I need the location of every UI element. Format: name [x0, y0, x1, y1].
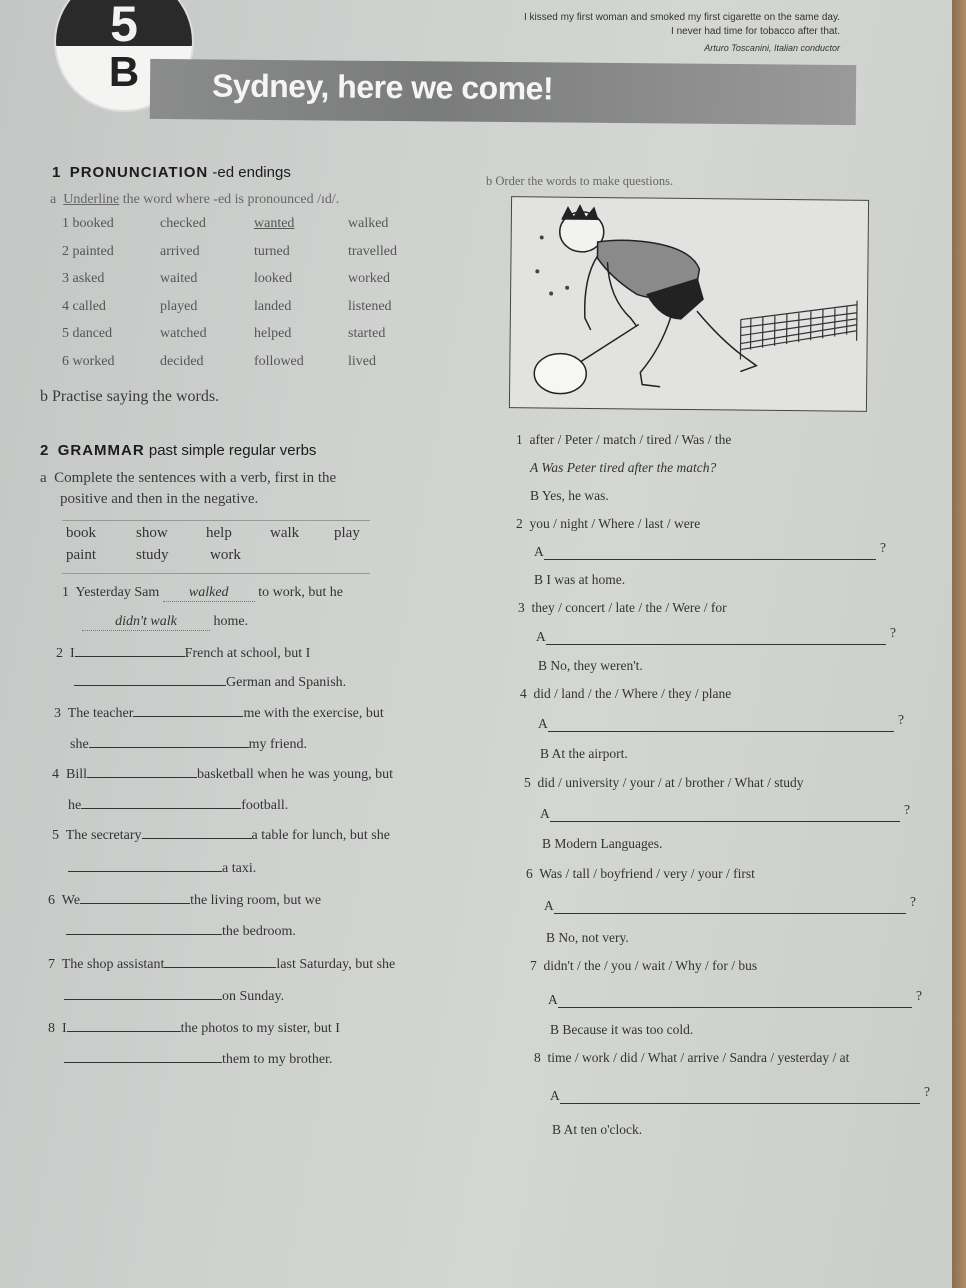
sentence-6-line-1: 6 We the living room, but we [48, 893, 322, 908]
question-3-answer-b: B No, they weren't. [538, 658, 643, 673]
question-8-line-a[interactable]: A ? [550, 1084, 930, 1103]
sentence-8-line-1: 8 I the photos to my sister, but I [48, 1021, 340, 1036]
question-1-words: 1 after / Peter / match / tired / Was / the [516, 432, 732, 447]
word-row: 3 asked waited looked worked [62, 271, 390, 286]
word-row: 6 worked decided followed lived [62, 353, 376, 369]
question-6-words: 6 Was / tall / boyfriend / very / your / first [526, 866, 755, 881]
task-2a-instruction: a Complete the sentences with a verb, first in the [40, 470, 337, 486]
question-7-answer-b: B Because it was too cold. [550, 1022, 694, 1037]
quote-line-2: I never had time for tobacco after that. [671, 26, 840, 37]
question-8-answer-b: B At ten o'clock. [552, 1122, 643, 1137]
section-1-heading: 1 PRONUNCIATION -ed endings [52, 164, 291, 181]
question-7-line-a[interactable]: A ? [548, 988, 922, 1007]
answer-blank[interactable] [80, 891, 190, 904]
question-7-words: 7 didn't / the / you / wait / Why / for / bus [530, 958, 758, 973]
sentence-4-line-1: 4 Bill basketball when he was young, but [52, 767, 393, 782]
sentence-6-line-2: the bedroom. [66, 922, 296, 940]
question-2-answer-b: B I was at home. [534, 572, 626, 587]
sentence-2-line-1: 2 I French at school, but I [56, 646, 311, 661]
word-box-item: play [334, 525, 360, 541]
answer-blank[interactable] [68, 859, 222, 872]
question-2-words: 2 you / night / Where / last / were [516, 516, 701, 531]
question-1-answer-b: B Yes, he was. [530, 488, 609, 503]
question-6-answer-b: B No, not very. [546, 930, 629, 945]
tennis-net-icon [740, 300, 857, 361]
question-2-line-a[interactable]: A ? [534, 540, 886, 559]
answer-blank[interactable] [89, 735, 249, 748]
sentence-3-line-1: 3 The teacher me with the exercise, but [54, 706, 384, 721]
word-box-item: work [210, 547, 241, 563]
question-3-words: 3 they / concert / late / the / Were / for [518, 600, 727, 615]
task-2a-instruction-line-2: positive and then in the negative. [60, 491, 259, 507]
sentence-7-line-2: on Sunday. [64, 987, 284, 1005]
word-box-item: help [206, 525, 232, 541]
sentence-7-line-1: 7 The shop assistant last Saturday, but she [48, 957, 396, 972]
answer-blank[interactable] [75, 644, 185, 657]
answer-blank[interactable] [64, 1050, 222, 1063]
quote-line-1: I kissed my first woman and smoked my first cigarette on the same day. [523, 12, 840, 23]
sentence-2-line-2: German and Spanish. [74, 673, 346, 691]
sentence-8-line-2: them to my brother. [64, 1050, 332, 1068]
sentence-1-line-2: didn't walk home. [82, 614, 248, 631]
word-row: 5 danced watched helped started [62, 326, 386, 341]
question-4-line-a[interactable]: A ? [538, 712, 904, 731]
question-4-words: 4 did / land / the / Where / they / plane [520, 686, 732, 701]
word-box-item: book [66, 525, 96, 541]
unit-letter: B [108, 48, 140, 95]
answer-blank[interactable] [74, 673, 226, 686]
answer-blank[interactable] [87, 765, 197, 778]
answer-blank[interactable] [81, 796, 241, 809]
unit-number: 5 [56, 0, 192, 46]
answer-blank[interactable] [142, 826, 252, 839]
question-8-words: 8 time / work / did / What / arrive / Sandra / yesterday / at [534, 1050, 850, 1065]
task-1b-instruction: b Practise saying the words. [40, 388, 220, 405]
question-1-answer-a: A Was Peter tired after the match? [530, 460, 717, 475]
word-box-item: walk [270, 525, 300, 541]
example-answer-1: walked [163, 585, 255, 602]
example-answer-2: didn't walk [82, 614, 210, 631]
sentence-5-line-2: a taxi. [68, 859, 256, 877]
answer-blank[interactable] [64, 987, 222, 1000]
answer-blank[interactable] [164, 955, 276, 968]
word-row: 4 called played landed listened [62, 298, 392, 314]
sentence-3-line-2: she my friend. [70, 737, 307, 752]
question-6-line-a[interactable]: A ? [544, 894, 916, 913]
question-3-line-a[interactable]: A ? [536, 625, 896, 644]
question-5-answer-b: B Modern Languages. [542, 836, 663, 851]
title-banner [150, 59, 856, 125]
word-box-item: paint [66, 547, 96, 563]
sentence-5-line-1: 5 The secretary a table for lunch, but she [52, 828, 390, 843]
table-edge [952, 0, 966, 1288]
task-1a-instruction: a Underline the word where -ed is pronounced /ɪd/. [50, 192, 340, 207]
question-5-line-a[interactable]: A ? [540, 802, 910, 821]
question-5-words: 5 did / university / your / at / brother / What / study [524, 775, 804, 790]
section-2-heading: 2 GRAMMAR past simple regular verbs [40, 442, 317, 459]
player-figure-icon [534, 205, 758, 395]
page-title: Sydney, here we come! [211, 67, 554, 107]
question-4-answer-b: B At the airport. [540, 746, 628, 761]
tennis-player-drawing [510, 197, 868, 411]
answer-blank[interactable] [133, 704, 243, 717]
word-box-item: show [136, 525, 168, 541]
quote-author: Arturo Toscanini, Italian conductor [704, 43, 840, 53]
verb-word-box [62, 520, 370, 574]
pronunciation-word-grid [62, 216, 442, 381]
word-row: 1 booked checked wanted walked [62, 216, 389, 231]
word-box-item: study [136, 547, 169, 563]
sentence-4-line-2: he football. [68, 798, 289, 813]
word-row: 2 painted arrived turned travelled [62, 243, 397, 259]
answer-blank[interactable] [66, 922, 222, 935]
tennis-player-illustration [509, 196, 869, 412]
answer-blank[interactable] [67, 1019, 181, 1032]
sentence-1-line-1: 1 Yesterday Sam walked to work, but he [62, 585, 343, 600]
task-1b-right-instruction: b Order the words to make questions. [486, 174, 674, 188]
